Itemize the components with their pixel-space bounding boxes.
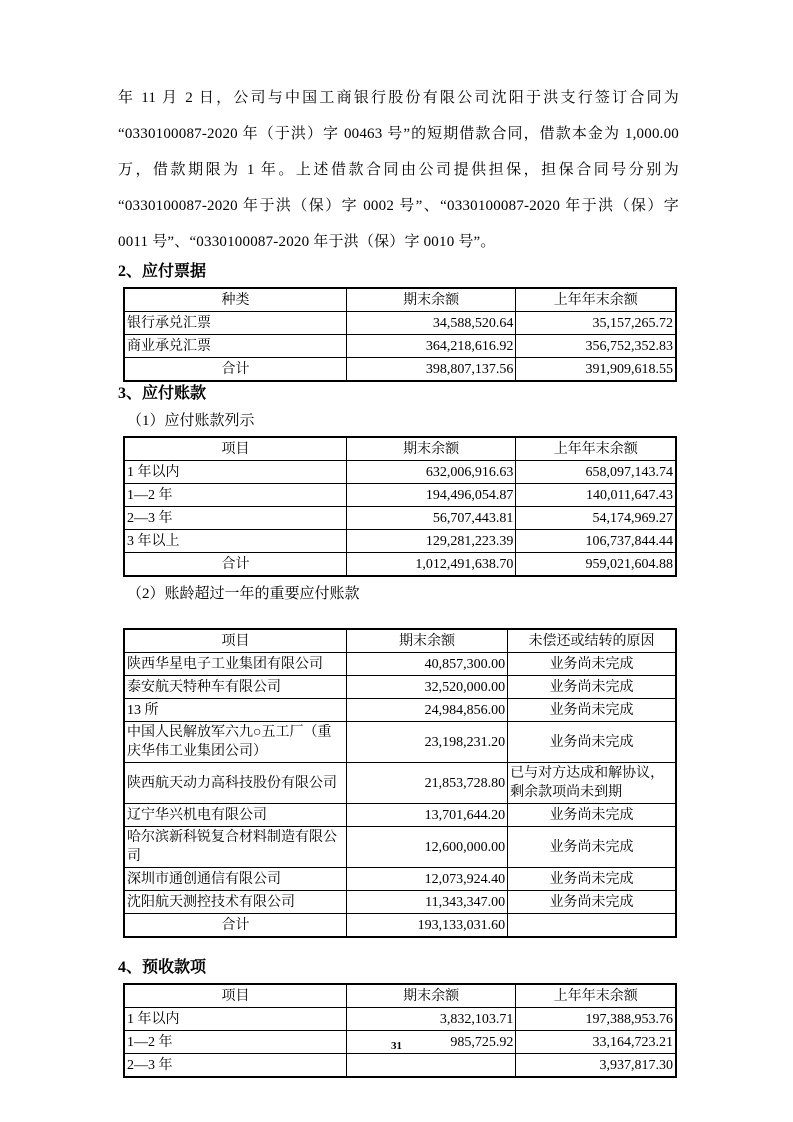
table-cell: 197,388,953.76 — [516, 1008, 676, 1031]
table-cell: 13 所 — [124, 699, 346, 722]
paragraph-line: 年 11 月 2 日，公司与中国工商银行股份有限公司沈阳于洪支行签订合同为 — [118, 90, 679, 106]
table-row — [124, 914, 676, 938]
section-heading-advances-received: 4、预收款项 — [118, 959, 207, 976]
table-cell: 业务尚未完成 — [508, 868, 676, 891]
table-cell: 21,853,728.80 — [346, 763, 507, 804]
table-header-row — [124, 288, 676, 312]
column-header: 未偿还或结转的原因 — [508, 629, 676, 653]
table-cell: 沈阳航天测控技术有限公司 — [124, 891, 346, 914]
column-header: 期末余额 — [346, 437, 515, 461]
table-cell: 陕西航天动力高科技股份有限公司 — [124, 763, 346, 804]
table-row — [124, 763, 676, 804]
table-cell: 658,097,143.74 — [516, 461, 676, 484]
column-header: 项目 — [124, 437, 346, 461]
notes-payable-table — [123, 287, 677, 382]
table-header-row — [124, 437, 676, 461]
table-cell: 业务尚未完成 — [508, 891, 676, 914]
table-row — [124, 868, 676, 891]
paragraph-line: “0330100087-2020 年于洪（保）字 0002 号”、“0330100087-2020 年于洪（保）字 — [118, 198, 679, 214]
table-cell: 129,281,223.39 — [346, 530, 515, 553]
table-cell: 24,984,856.00 — [346, 699, 507, 722]
table-cell: 合计 — [124, 553, 346, 577]
table-row — [124, 484, 676, 507]
table-cell: 33,164,723.21 — [516, 1031, 676, 1054]
table-cell — [508, 914, 676, 938]
table-cell: 54,174,969.27 — [516, 507, 676, 530]
table-row — [124, 530, 676, 553]
table-cell: 业务尚未完成 — [508, 722, 676, 763]
table-cell: 356,752,352.83 — [516, 335, 676, 358]
table-cell: 632,006,916.63 — [346, 461, 515, 484]
table-row — [124, 891, 676, 914]
table-cell: 业务尚未完成 — [508, 804, 676, 827]
table-cell: 194,496,054.87 — [346, 484, 515, 507]
paragraph-line: 万，借款期限为 1 年。上述借款合同由公司提供担保，担保合同号分别为 — [118, 162, 679, 178]
subsection-heading-accounts-payable-listing: （1）应付账款列示 — [127, 413, 255, 429]
table-cell: 合计 — [124, 358, 346, 382]
advances-received-table — [123, 983, 677, 1078]
table-cell: 业务尚未完成 — [508, 699, 676, 722]
table-cell: 985,725.92 — [346, 1031, 515, 1054]
section-heading-notes-payable: 2、应付票据 — [118, 263, 207, 280]
section-heading-accounts-payable: 3、应付账款 — [118, 385, 207, 402]
table-cell: 2—3 年 — [124, 507, 346, 530]
column-header: 期末余额 — [346, 629, 507, 653]
column-header: 上年年末余额 — [516, 437, 676, 461]
table-cell: 陕西华星电子工业集团有限公司 — [124, 653, 346, 676]
column-header: 上年年末余额 — [516, 288, 676, 312]
table-cell: 40,857,300.00 — [346, 653, 507, 676]
table-cell: 业务尚未完成 — [508, 676, 676, 699]
page-number: 31 — [391, 1040, 402, 1052]
table-cell: 140,011,647.43 — [516, 484, 676, 507]
table-cell: 3 年以上 — [124, 530, 346, 553]
table-cell: 23,198,231.20 — [346, 722, 507, 763]
table-cell: 已与对方达成和解协议，剩余款项尚未到期 — [508, 763, 676, 804]
table-row — [124, 335, 676, 358]
table-cell: 398,807,137.56 — [346, 358, 515, 382]
column-header: 项目 — [124, 984, 346, 1008]
table-cell: 193,133,031.60 — [346, 914, 507, 938]
table-cell: 业务尚未完成 — [508, 827, 676, 868]
table-row — [124, 1054, 676, 1078]
table-cell: 商业承兑汇票 — [124, 335, 346, 358]
table-cell: 1—2 年 — [124, 1031, 346, 1054]
table-cell: 辽宁华兴机电有限公司 — [124, 804, 346, 827]
table-row — [124, 827, 676, 868]
table-cell: 391,909,618.55 — [516, 358, 676, 382]
table-cell: 1,012,491,638.70 — [346, 553, 515, 577]
table-row — [124, 358, 676, 382]
column-header: 项目 — [124, 629, 346, 653]
table-cell: 11,343,347.00 — [346, 891, 507, 914]
table-cell: 1—2 年 — [124, 484, 346, 507]
accounts-payable-listing-table — [123, 436, 677, 577]
table-cell: 364,218,616.92 — [346, 335, 515, 358]
table-row — [124, 461, 676, 484]
table-row — [124, 653, 676, 676]
table-header-row — [124, 984, 676, 1008]
table-cell: 106,737,844.44 — [516, 530, 676, 553]
accounts-payable-aged-table — [123, 628, 677, 938]
table-cell: 1 年以内 — [124, 461, 346, 484]
table-cell: 深圳市通创通信有限公司 — [124, 868, 346, 891]
table-cell: 959,021,604.88 — [516, 553, 676, 577]
table-cell: 1 年以内 — [124, 1008, 346, 1031]
table-cell: 56,707,443.81 — [346, 507, 515, 530]
table-cell: 34,588,520.64 — [346, 312, 515, 335]
table-row — [124, 676, 676, 699]
paragraph-line: “0330100087-2020 年（于洪）字 00463 号”的短期借款合同，借款本金为 1,000.00 — [118, 126, 679, 142]
table-cell: 12,600,000.00 — [346, 827, 507, 868]
table-cell — [346, 1054, 515, 1078]
column-header: 种类 — [124, 288, 346, 312]
table-row — [124, 553, 676, 577]
table-cell: 合计 — [124, 914, 346, 938]
table-cell: 12,073,924.40 — [346, 868, 507, 891]
table-cell: 35,157,265.72 — [516, 312, 676, 335]
table-cell: 泰安航天特种车有限公司 — [124, 676, 346, 699]
table-cell: 13,701,644.20 — [346, 804, 507, 827]
table-row — [124, 507, 676, 530]
table-cell: 2—3 年 — [124, 1054, 346, 1078]
column-header: 期末余额 — [346, 984, 515, 1008]
column-header: 期末余额 — [346, 288, 515, 312]
table-row — [124, 804, 676, 827]
table-row — [124, 722, 676, 763]
table-cell: 银行承兑汇票 — [124, 312, 346, 335]
table-row — [124, 1008, 676, 1031]
table-cell: 哈尔滨新科锐复合材料制造有限公司 — [124, 827, 346, 868]
table-cell: 32,520,000.00 — [346, 676, 507, 699]
table-cell: 中国人民解放军六九○五工厂（重庆华伟工业集团公司） — [124, 722, 346, 763]
table-row — [124, 312, 676, 335]
intro-paragraph — [118, 80, 679, 260]
table-cell: 3,937,817.30 — [516, 1054, 676, 1078]
table-cell: 3,832,103.71 — [346, 1008, 515, 1031]
subsection-heading-accounts-payable-aged: （2）账龄超过一年的重要应付账款 — [127, 586, 360, 602]
table-cell: 业务尚未完成 — [508, 653, 676, 676]
column-header: 上年年末余额 — [516, 984, 676, 1008]
paragraph-line: 0011 号”、“0330100087-2020 年于洪（保）字 0010 号”。 — [118, 234, 496, 250]
table-header-row — [124, 629, 676, 653]
table-row — [124, 699, 676, 722]
